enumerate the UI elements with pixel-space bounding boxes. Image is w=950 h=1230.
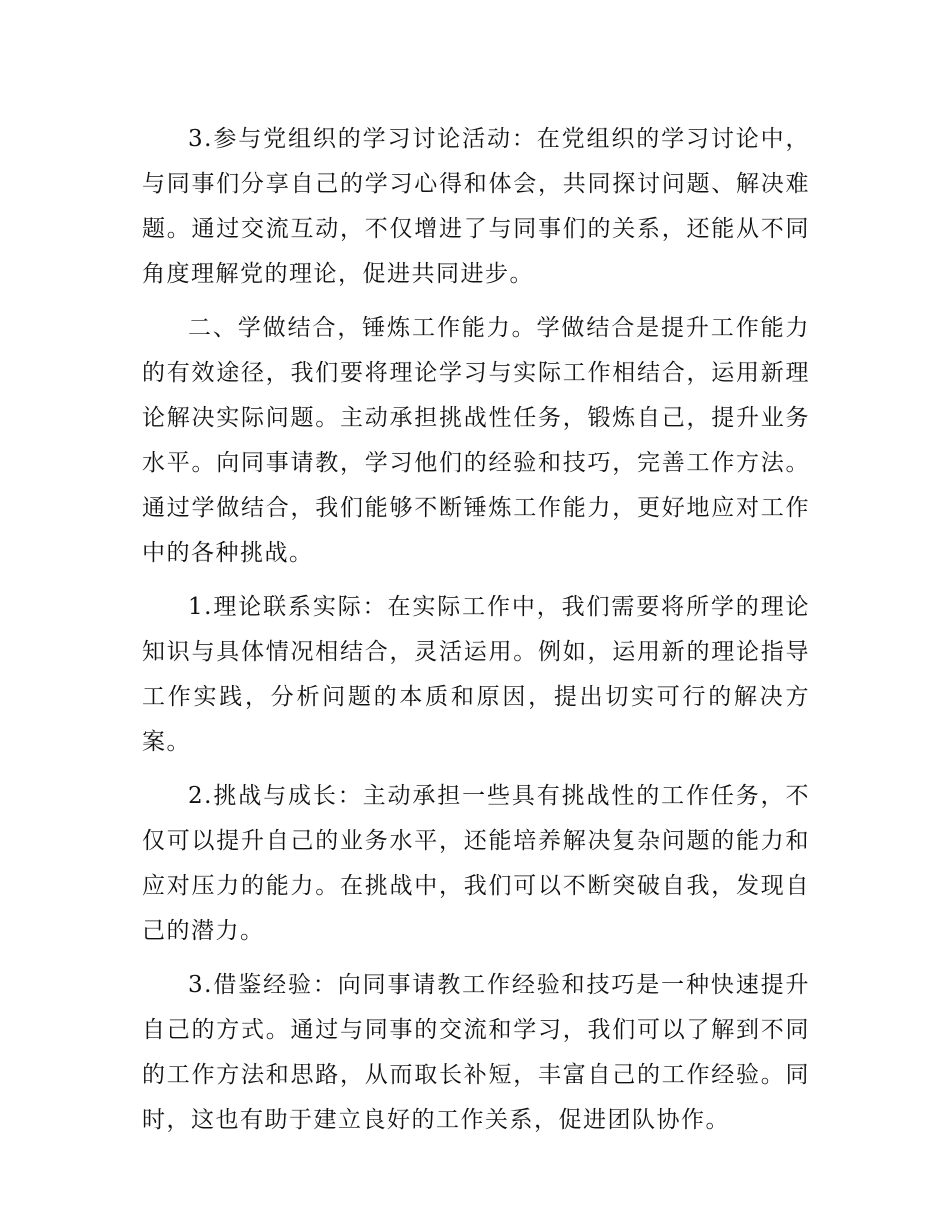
paragraph-theory-practice: 1.理论联系实际：在实际工作中，我们需要将所学的理论知识与具体情况相结合，灵活运用。例如，运用新的理论指导工作实践，分析问题的本质和原因，提出切实可行的解决方案。 <box>142 594 810 755</box>
paragraph-learn-and-practice: 二、学做结合，锤炼工作能力。学做结合是提升工作能力的有效途径，我们要将理论学习与实际工作相结合，运用新理论解决实际问题。主动承担挑战性任务，锻炼自己，提升业务水平。向同事请教，学习他们的经验和技巧，完善工作方法。通过学做结合，我们能够不断锤炼工作能力，更好地应对工作中的各种挑战。 <box>142 315 810 566</box>
paragraph-study-discussion: 3.参与党组织的学习讨论活动：在党组织的学习讨论中，与同事们分享自己的学习心得和体会，共同探讨问题、解决难题。通过交流互动，不仅增进了与同事们的关系，还能从不同角度理解党的理论，促进共同进步。 <box>142 126 810 287</box>
paragraph-challenge-growth: 2.挑战与成长：主动承担一些具有挑战性的工作任务，不仅可以提升自己的业务水平，还能培养解决复杂问题的能力和应对压力的能力。在挑战中，我们可以不断突破自我，发现自己的潜力。 <box>142 783 810 944</box>
document-body <box>142 117 810 1152</box>
paragraph-learn-experience: 3.借鉴经验：向同事请教工作经验和技巧是一种快速提升自己的方式。通过与同事的交流和学习，我们可以了解到不同的工作方法和思路，从而取长补短，丰富自己的工作经验。同时，这也有助于建立良好的工作关系，促进团队协作。 <box>142 972 810 1133</box>
